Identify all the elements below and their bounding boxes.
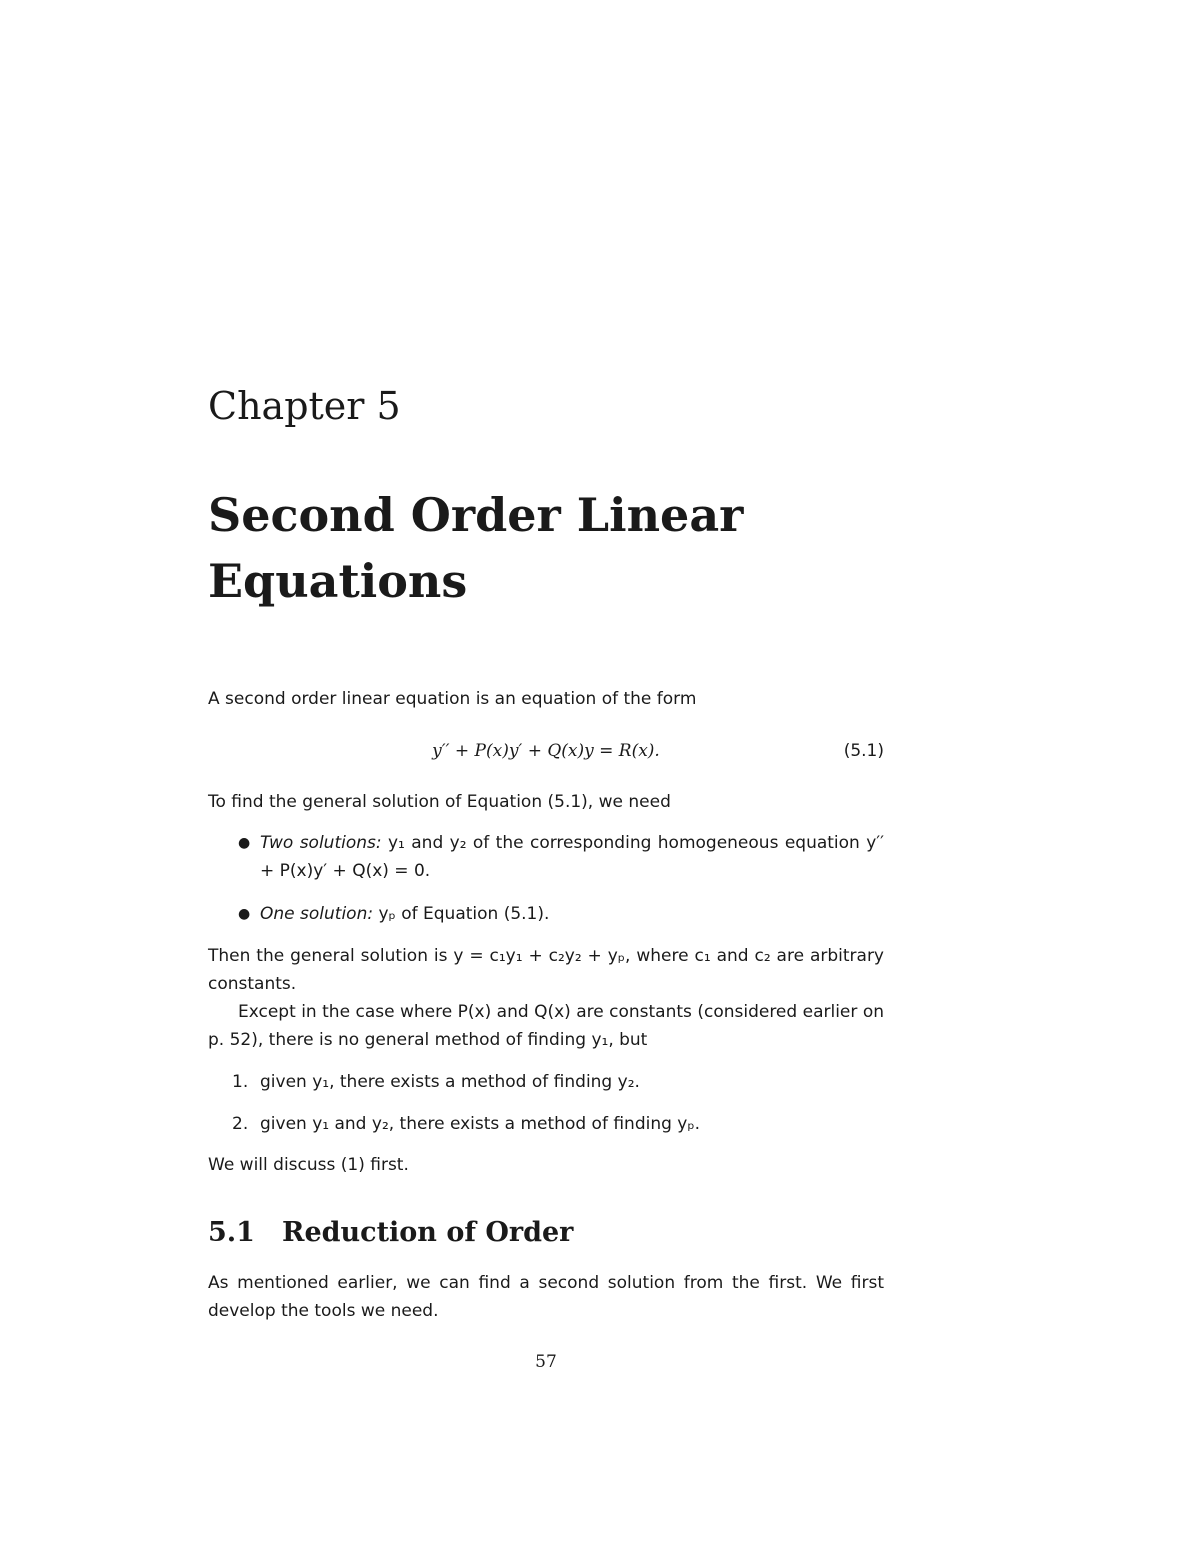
bullet-icon: ● [238,835,251,851]
list-item [208,1110,884,1138]
bullet-text: y₁ and y₂ of the corresponding homogeneous equation y′′ + P(x)y′ + Q(x) = 0. [260,833,884,881]
bullet-text: yₚ of Equation (5.1). [373,904,550,924]
discuss-paragraph: We will discuss (1) first. [208,1155,409,1175]
general-solution-paragraph: Then the general solution is y = c₁y₁ + c₂y₂ + yₚ, where c₁ and c₂ are arbitrary constants. [208,946,884,994]
equation-body: y′′ + P(x)y′ + Q(x)y = R(x). [432,741,660,761]
bullet-icon: ● [238,906,251,922]
numbered-list [208,1068,884,1138]
bullet-lead: Two solutions: [260,833,382,853]
display-equation [208,737,884,765]
list-item [208,900,884,928]
equation-number: (5.1) [843,741,884,761]
list-number: 2. [232,1114,249,1134]
section-title: Reduction of Order [282,1217,574,1248]
page-number: 57 [535,1352,557,1372]
section-number: 5.1 [208,1217,255,1248]
bullet-lead: One solution: [260,904,374,924]
need-paragraph: To find the general solution of Equation (5.1), we need [208,792,671,812]
chapter-label: Chapter 5 [208,384,401,428]
intro-paragraph: A second order linear equation is an equation of the form [208,689,697,709]
list-item [208,829,884,885]
section-paragraph: As mentioned earlier, we can find a second solution from the first. We first develop the tools we need. [208,1273,884,1321]
bullet-list [208,829,884,928]
section-heading [208,1215,573,1251]
list-item [208,1068,884,1096]
list-text: given y₁, there exists a method of finding y₂. [260,1072,640,1092]
list-number: 1. [232,1072,249,1092]
list-text: given y₁ and y₂, there exists a method of finding yₚ. [260,1114,701,1134]
except-paragraph: Except in the case where P(x) and Q(x) are constants (considered earlier on p. 52), there is no general method of finding y₁, but [208,1002,884,1050]
chapter-title: Second Order Linear Equations [208,488,744,608]
